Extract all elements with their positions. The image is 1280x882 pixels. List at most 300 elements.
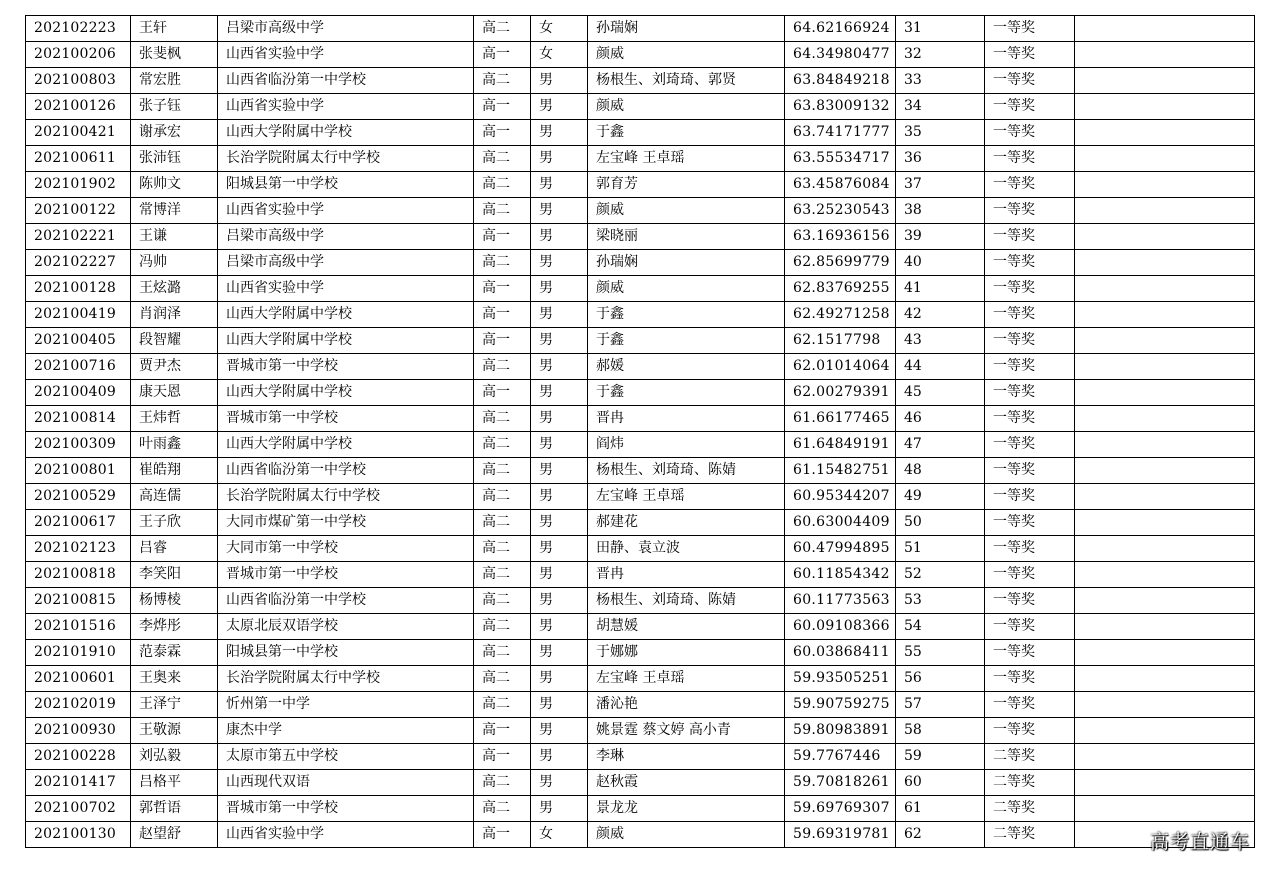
cell-score: 62.01014064 xyxy=(785,354,896,380)
cell-grade: 高二 xyxy=(474,432,531,458)
cell-name: 王谦 xyxy=(131,224,218,250)
cell-award: 一等奖 xyxy=(985,302,1075,328)
cell-award: 二等奖 xyxy=(985,744,1075,770)
table-row xyxy=(26,94,1255,120)
cell-teacher: 梁晓丽 xyxy=(588,224,785,250)
cell-award: 一等奖 xyxy=(985,562,1075,588)
cell-id: 202101417 xyxy=(26,770,131,796)
cell-school: 阳城县第一中学校 xyxy=(218,172,474,198)
cell-rank: 35 xyxy=(896,120,985,146)
cell-remark xyxy=(1075,406,1255,432)
cell-gender: 男 xyxy=(531,354,588,380)
cell-grade: 高二 xyxy=(474,666,531,692)
cell-gender: 男 xyxy=(531,250,588,276)
cell-grade: 高一 xyxy=(474,42,531,68)
table-row xyxy=(26,302,1255,328)
cell-award: 二等奖 xyxy=(985,822,1075,848)
cell-id: 202100419 xyxy=(26,302,131,328)
cell-id: 202100409 xyxy=(26,380,131,406)
cell-rank: 31 xyxy=(896,16,985,42)
cell-grade: 高二 xyxy=(474,536,531,562)
cell-school: 晋城市第一中学校 xyxy=(218,406,474,432)
cell-rank: 55 xyxy=(896,640,985,666)
cell-teacher: 于鑫 xyxy=(588,120,785,146)
cell-name: 王泽宁 xyxy=(131,692,218,718)
cell-name: 吕睿 xyxy=(131,536,218,562)
cell-id: 202100529 xyxy=(26,484,131,510)
cell-name: 常博洋 xyxy=(131,198,218,224)
cell-id: 202100130 xyxy=(26,822,131,848)
table-row xyxy=(26,822,1255,848)
cell-score: 60.03868411 xyxy=(785,640,896,666)
cell-teacher: 于鑫 xyxy=(588,380,785,406)
cell-gender: 男 xyxy=(531,536,588,562)
cell-teacher: 阎炜 xyxy=(588,432,785,458)
cell-rank: 48 xyxy=(896,458,985,484)
cell-grade: 高二 xyxy=(474,640,531,666)
cell-score: 64.34980477 xyxy=(785,42,896,68)
cell-rank: 38 xyxy=(896,198,985,224)
cell-rank: 57 xyxy=(896,692,985,718)
cell-remark xyxy=(1075,250,1255,276)
cell-grade: 高二 xyxy=(474,354,531,380)
cell-score: 60.11773563 xyxy=(785,588,896,614)
cell-rank: 32 xyxy=(896,42,985,68)
table-row xyxy=(26,588,1255,614)
cell-grade: 高一 xyxy=(474,94,531,120)
cell-grade: 高一 xyxy=(474,120,531,146)
cell-school: 山西省实验中学 xyxy=(218,42,474,68)
cell-grade: 高二 xyxy=(474,770,531,796)
table-row xyxy=(26,120,1255,146)
cell-gender: 男 xyxy=(531,224,588,250)
cell-teacher: 颜威 xyxy=(588,822,785,848)
cell-gender: 男 xyxy=(531,328,588,354)
cell-school: 吕梁市高级中学 xyxy=(218,16,474,42)
cell-grade: 高二 xyxy=(474,562,531,588)
cell-school: 山西省实验中学 xyxy=(218,822,474,848)
results-table-body xyxy=(26,16,1255,848)
cell-id: 202102223 xyxy=(26,16,131,42)
cell-school: 晋城市第一中学校 xyxy=(218,562,474,588)
cell-rank: 59 xyxy=(896,744,985,770)
cell-id: 202101910 xyxy=(26,640,131,666)
cell-id: 202102123 xyxy=(26,536,131,562)
cell-rank: 34 xyxy=(896,94,985,120)
cell-score: 60.95344207 xyxy=(785,484,896,510)
cell-school: 吕梁市高级中学 xyxy=(218,224,474,250)
cell-grade: 高一 xyxy=(474,276,531,302)
cell-gender: 男 xyxy=(531,796,588,822)
cell-award: 二等奖 xyxy=(985,770,1075,796)
cell-teacher: 于鑫 xyxy=(588,328,785,354)
cell-rank: 51 xyxy=(896,536,985,562)
cell-name: 段智耀 xyxy=(131,328,218,354)
cell-score: 61.66177465 xyxy=(785,406,896,432)
cell-score: 62.00279391 xyxy=(785,380,896,406)
table-row xyxy=(26,640,1255,666)
cell-grade: 高二 xyxy=(474,510,531,536)
cell-score: 59.69769307 xyxy=(785,796,896,822)
table-row xyxy=(26,276,1255,302)
cell-gender: 男 xyxy=(531,198,588,224)
cell-remark xyxy=(1075,718,1255,744)
cell-teacher: 于鑫 xyxy=(588,302,785,328)
cell-grade: 高二 xyxy=(474,250,531,276)
cell-remark xyxy=(1075,42,1255,68)
cell-remark xyxy=(1075,562,1255,588)
cell-gender: 男 xyxy=(531,718,588,744)
cell-teacher: 郝建花 xyxy=(588,510,785,536)
cell-gender: 男 xyxy=(531,640,588,666)
cell-remark xyxy=(1075,68,1255,94)
cell-grade: 高一 xyxy=(474,380,531,406)
cell-remark xyxy=(1075,16,1255,42)
cell-gender: 男 xyxy=(531,510,588,536)
table-row xyxy=(26,328,1255,354)
cell-gender: 男 xyxy=(531,588,588,614)
cell-score: 61.15482751 xyxy=(785,458,896,484)
cell-award: 一等奖 xyxy=(985,484,1075,510)
cell-award: 一等奖 xyxy=(985,666,1075,692)
cell-id: 202100818 xyxy=(26,562,131,588)
cell-remark xyxy=(1075,458,1255,484)
cell-id: 202100617 xyxy=(26,510,131,536)
cell-grade: 高二 xyxy=(474,588,531,614)
table-row xyxy=(26,354,1255,380)
cell-school: 山西省临汾第一中学校 xyxy=(218,68,474,94)
cell-gender: 男 xyxy=(531,380,588,406)
cell-award: 一等奖 xyxy=(985,94,1075,120)
cell-id: 202102227 xyxy=(26,250,131,276)
cell-school: 太原北辰双语学校 xyxy=(218,614,474,640)
cell-name: 肖润泽 xyxy=(131,302,218,328)
table-row xyxy=(26,380,1255,406)
cell-award: 一等奖 xyxy=(985,406,1075,432)
cell-rank: 52 xyxy=(896,562,985,588)
cell-name: 李笑阳 xyxy=(131,562,218,588)
cell-name: 谢承宏 xyxy=(131,120,218,146)
table-row xyxy=(26,692,1255,718)
cell-name: 高连儒 xyxy=(131,484,218,510)
cell-award: 一等奖 xyxy=(985,432,1075,458)
cell-award: 一等奖 xyxy=(985,458,1075,484)
cell-school: 长治学院附属太行中学校 xyxy=(218,484,474,510)
cell-school: 大同市煤矿第一中学校 xyxy=(218,510,474,536)
cell-score: 60.09108366 xyxy=(785,614,896,640)
cell-school: 康杰中学 xyxy=(218,718,474,744)
cell-rank: 43 xyxy=(896,328,985,354)
cell-id: 202100122 xyxy=(26,198,131,224)
cell-score: 64.62166924 xyxy=(785,16,896,42)
cell-gender: 男 xyxy=(531,692,588,718)
cell-rank: 60 xyxy=(896,770,985,796)
cell-id: 202100801 xyxy=(26,458,131,484)
cell-gender: 男 xyxy=(531,744,588,770)
cell-gender: 男 xyxy=(531,770,588,796)
cell-name: 冯帅 xyxy=(131,250,218,276)
cell-rank: 39 xyxy=(896,224,985,250)
table-row xyxy=(26,536,1255,562)
cell-rank: 46 xyxy=(896,406,985,432)
cell-school: 山西省临汾第一中学校 xyxy=(218,458,474,484)
cell-school: 晋城市第一中学校 xyxy=(218,354,474,380)
cell-name: 王敬源 xyxy=(131,718,218,744)
cell-remark xyxy=(1075,328,1255,354)
cell-id: 202100611 xyxy=(26,146,131,172)
cell-grade: 高二 xyxy=(474,146,531,172)
cell-grade: 高一 xyxy=(474,744,531,770)
cell-award: 一等奖 xyxy=(985,354,1075,380)
cell-score: 63.84849218 xyxy=(785,68,896,94)
cell-name: 杨博棱 xyxy=(131,588,218,614)
cell-remark xyxy=(1075,120,1255,146)
watermark: 高考直通车 xyxy=(1149,831,1250,853)
cell-id: 202100716 xyxy=(26,354,131,380)
cell-school: 吕梁市高级中学 xyxy=(218,250,474,276)
cell-grade: 高一 xyxy=(474,822,531,848)
cell-teacher: 姚景霆 蔡文婷 高小青 xyxy=(588,718,785,744)
cell-rank: 50 xyxy=(896,510,985,536)
cell-award: 一等奖 xyxy=(985,224,1075,250)
cell-teacher: 郝媛 xyxy=(588,354,785,380)
cell-name: 王炜哲 xyxy=(131,406,218,432)
cell-id: 202101902 xyxy=(26,172,131,198)
cell-name: 吕格平 xyxy=(131,770,218,796)
cell-remark xyxy=(1075,588,1255,614)
cell-id: 202100803 xyxy=(26,68,131,94)
cell-score: 59.90759275 xyxy=(785,692,896,718)
table-row xyxy=(26,458,1255,484)
cell-teacher: 杨根生、刘琦琦、陈婧 xyxy=(588,588,785,614)
cell-score: 60.11854342 xyxy=(785,562,896,588)
cell-award: 一等奖 xyxy=(985,380,1075,406)
cell-award: 一等奖 xyxy=(985,328,1075,354)
cell-remark xyxy=(1075,692,1255,718)
cell-id: 202102019 xyxy=(26,692,131,718)
cell-gender: 男 xyxy=(531,406,588,432)
cell-award: 一等奖 xyxy=(985,68,1075,94)
cell-score: 63.74171777 xyxy=(785,120,896,146)
cell-score: 59.7767446 xyxy=(785,744,896,770)
cell-remark xyxy=(1075,94,1255,120)
cell-teacher: 赵秋霞 xyxy=(588,770,785,796)
cell-name: 王奥来 xyxy=(131,666,218,692)
cell-remark xyxy=(1075,640,1255,666)
cell-name: 郭哲语 xyxy=(131,796,218,822)
cell-name: 陈帅文 xyxy=(131,172,218,198)
cell-score: 61.64849191 xyxy=(785,432,896,458)
cell-teacher: 李琳 xyxy=(588,744,785,770)
cell-remark xyxy=(1075,536,1255,562)
cell-rank: 53 xyxy=(896,588,985,614)
cell-teacher: 于娜娜 xyxy=(588,640,785,666)
cell-name: 常宏胜 xyxy=(131,68,218,94)
cell-teacher: 孙瑞娴 xyxy=(588,16,785,42)
table-row xyxy=(26,562,1255,588)
cell-gender: 男 xyxy=(531,458,588,484)
cell-school: 山西现代双语 xyxy=(218,770,474,796)
cell-gender: 男 xyxy=(531,484,588,510)
table-row xyxy=(26,796,1255,822)
cell-school: 忻州第一中学 xyxy=(218,692,474,718)
cell-id: 202100206 xyxy=(26,42,131,68)
cell-grade: 高二 xyxy=(474,68,531,94)
cell-award: 一等奖 xyxy=(985,510,1075,536)
cell-gender: 男 xyxy=(531,302,588,328)
cell-grade: 高二 xyxy=(474,198,531,224)
cell-score: 62.85699779 xyxy=(785,250,896,276)
cell-remark xyxy=(1075,510,1255,536)
cell-gender: 女 xyxy=(531,822,588,848)
cell-name: 刘弘毅 xyxy=(131,744,218,770)
table-row xyxy=(26,484,1255,510)
cell-school: 山西大学附属中学校 xyxy=(218,302,474,328)
cell-school: 山西省实验中学 xyxy=(218,94,474,120)
cell-remark xyxy=(1075,276,1255,302)
cell-gender: 女 xyxy=(531,16,588,42)
cell-rank: 44 xyxy=(896,354,985,380)
cell-id: 202100228 xyxy=(26,744,131,770)
cell-score: 62.1517798 xyxy=(785,328,896,354)
table-row xyxy=(26,250,1255,276)
cell-rank: 54 xyxy=(896,614,985,640)
table-row xyxy=(26,198,1255,224)
cell-grade: 高一 xyxy=(474,224,531,250)
cell-name: 张沛钰 xyxy=(131,146,218,172)
table-row xyxy=(26,224,1255,250)
cell-remark xyxy=(1075,770,1255,796)
cell-award: 一等奖 xyxy=(985,42,1075,68)
cell-id: 202100128 xyxy=(26,276,131,302)
cell-remark xyxy=(1075,172,1255,198)
cell-score: 63.55534717 xyxy=(785,146,896,172)
table-row xyxy=(26,614,1255,640)
cell-name: 李烨彤 xyxy=(131,614,218,640)
cell-name: 康天恩 xyxy=(131,380,218,406)
cell-name: 王炫潞 xyxy=(131,276,218,302)
cell-remark xyxy=(1075,614,1255,640)
cell-teacher: 晋冉 xyxy=(588,562,785,588)
cell-gender: 男 xyxy=(531,432,588,458)
cell-school: 山西省实验中学 xyxy=(218,198,474,224)
cell-name: 范泰霖 xyxy=(131,640,218,666)
cell-teacher: 田静、袁立波 xyxy=(588,536,785,562)
table-row xyxy=(26,42,1255,68)
cell-remark xyxy=(1075,484,1255,510)
cell-id: 202100930 xyxy=(26,718,131,744)
cell-school: 长治学院附属太行中学校 xyxy=(218,146,474,172)
cell-rank: 62 xyxy=(896,822,985,848)
cell-award: 二等奖 xyxy=(985,796,1075,822)
cell-gender: 男 xyxy=(531,68,588,94)
cell-grade: 高二 xyxy=(474,692,531,718)
cell-grade: 高二 xyxy=(474,406,531,432)
cell-award: 一等奖 xyxy=(985,588,1075,614)
cell-teacher: 左宝峰 王卓瑶 xyxy=(588,666,785,692)
cell-grade: 高二 xyxy=(474,16,531,42)
cell-id: 202100309 xyxy=(26,432,131,458)
cell-id: 202100601 xyxy=(26,666,131,692)
cell-gender: 男 xyxy=(531,120,588,146)
cell-gender: 女 xyxy=(531,42,588,68)
cell-school: 阳城县第一中学校 xyxy=(218,640,474,666)
cell-rank: 40 xyxy=(896,250,985,276)
table-row xyxy=(26,432,1255,458)
cell-teacher: 颜威 xyxy=(588,198,785,224)
cell-remark xyxy=(1075,302,1255,328)
cell-award: 一等奖 xyxy=(985,276,1075,302)
cell-rank: 41 xyxy=(896,276,985,302)
cell-score: 62.49271258 xyxy=(785,302,896,328)
cell-grade: 高二 xyxy=(474,614,531,640)
cell-teacher: 景龙龙 xyxy=(588,796,785,822)
cell-teacher: 杨根生、刘琦琦、陈婧 xyxy=(588,458,785,484)
cell-school: 山西省实验中学 xyxy=(218,276,474,302)
cell-school: 山西大学附属中学校 xyxy=(218,328,474,354)
cell-remark xyxy=(1075,796,1255,822)
cell-award: 一等奖 xyxy=(985,16,1075,42)
cell-score: 59.93505251 xyxy=(785,666,896,692)
table-row xyxy=(26,718,1255,744)
cell-gender: 男 xyxy=(531,666,588,692)
cell-teacher: 左宝峰 王卓瑶 xyxy=(588,146,785,172)
cell-teacher: 郭育芳 xyxy=(588,172,785,198)
cell-remark xyxy=(1075,666,1255,692)
cell-teacher: 颜威 xyxy=(588,276,785,302)
table-row xyxy=(26,510,1255,536)
cell-teacher: 左宝峰 王卓瑶 xyxy=(588,484,785,510)
cell-rank: 37 xyxy=(896,172,985,198)
cell-teacher: 晋冉 xyxy=(588,406,785,432)
cell-award: 一等奖 xyxy=(985,250,1075,276)
cell-score: 59.69319781 xyxy=(785,822,896,848)
cell-award: 一等奖 xyxy=(985,120,1075,146)
cell-school: 山西省临汾第一中学校 xyxy=(218,588,474,614)
cell-id: 202100702 xyxy=(26,796,131,822)
cell-score: 59.70818261 xyxy=(785,770,896,796)
cell-rank: 56 xyxy=(896,666,985,692)
table-row xyxy=(26,406,1255,432)
cell-gender: 男 xyxy=(531,172,588,198)
cell-gender: 男 xyxy=(531,276,588,302)
cell-score: 60.47994895 xyxy=(785,536,896,562)
cell-award: 一等奖 xyxy=(985,640,1075,666)
results-table xyxy=(25,15,1255,848)
cell-teacher: 孙瑞娴 xyxy=(588,250,785,276)
cell-score: 62.83769255 xyxy=(785,276,896,302)
cell-gender: 男 xyxy=(531,562,588,588)
cell-name: 赵望舒 xyxy=(131,822,218,848)
table-row xyxy=(26,172,1255,198)
table-row xyxy=(26,770,1255,796)
cell-grade: 高二 xyxy=(474,172,531,198)
cell-teacher: 杨根生、刘琦琦、郭贤 xyxy=(588,68,785,94)
cell-grade: 高二 xyxy=(474,796,531,822)
cell-grade: 高一 xyxy=(474,302,531,328)
cell-teacher: 潘沁艳 xyxy=(588,692,785,718)
cell-grade: 高二 xyxy=(474,458,531,484)
cell-grade: 高二 xyxy=(474,484,531,510)
cell-id: 202100815 xyxy=(26,588,131,614)
cell-remark xyxy=(1075,224,1255,250)
cell-name: 叶雨鑫 xyxy=(131,432,218,458)
cell-id: 202100814 xyxy=(26,406,131,432)
cell-score: 63.25230543 xyxy=(785,198,896,224)
cell-name: 贾尹杰 xyxy=(131,354,218,380)
cell-gender: 男 xyxy=(531,614,588,640)
cell-name: 王轩 xyxy=(131,16,218,42)
